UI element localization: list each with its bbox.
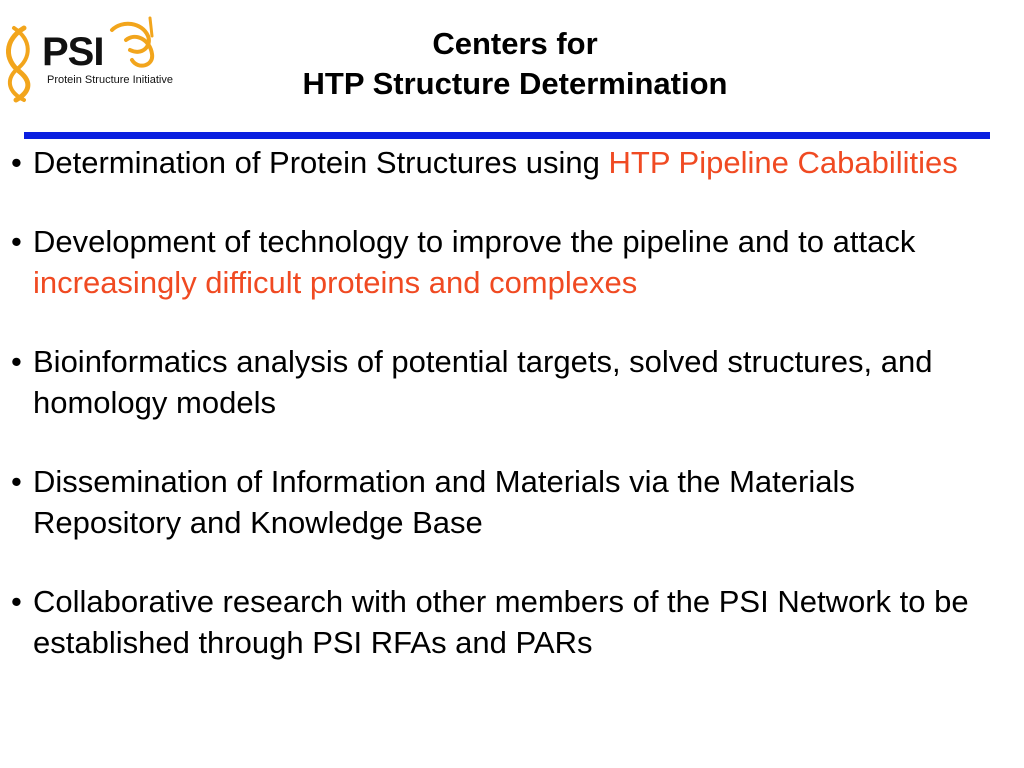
psi-logo	[2, 10, 202, 105]
bullet-highlight: increasingly difficult proteins and complexes	[33, 265, 638, 300]
bullet-item	[0, 221, 1024, 303]
bullet-text: Determination of Protein Structures using	[33, 145, 609, 180]
bullet-list	[0, 142, 1024, 701]
bullet-marker: •	[11, 344, 22, 379]
bullet-item	[0, 341, 1024, 423]
bullet-text: Bioinformatics analysis of potential targets, solved structures, and homology models	[33, 344, 933, 420]
slide-title	[210, 24, 820, 104]
bullet-text: Dissemination of Information and Materials via the Materials Repository and Knowledge Base	[33, 464, 855, 540]
title-line-1: Centers for	[432, 26, 598, 61]
bullet-item	[0, 461, 1024, 543]
bullet-text: Collaborative research with other members of the PSI Network to be established through PSI RFAs and PARs	[33, 584, 969, 660]
bullet-item	[0, 142, 1024, 183]
bullet-highlight: HTP Pipeline Cababilities	[608, 145, 958, 180]
bullet-marker: •	[11, 224, 22, 259]
bullet-marker: •	[11, 584, 22, 619]
logo-wordmark: PSI	[42, 30, 104, 74]
logo-subtitle: Protein Structure Initiative	[47, 74, 173, 86]
title-divider	[24, 132, 990, 139]
title-line-2: HTP Structure Determination	[302, 66, 728, 101]
bullet-item	[0, 581, 1024, 663]
bullet-marker: •	[11, 145, 22, 180]
bullet-text: Development of technology to improve the pipeline and to attack	[33, 224, 916, 259]
bullet-marker: •	[11, 464, 22, 499]
